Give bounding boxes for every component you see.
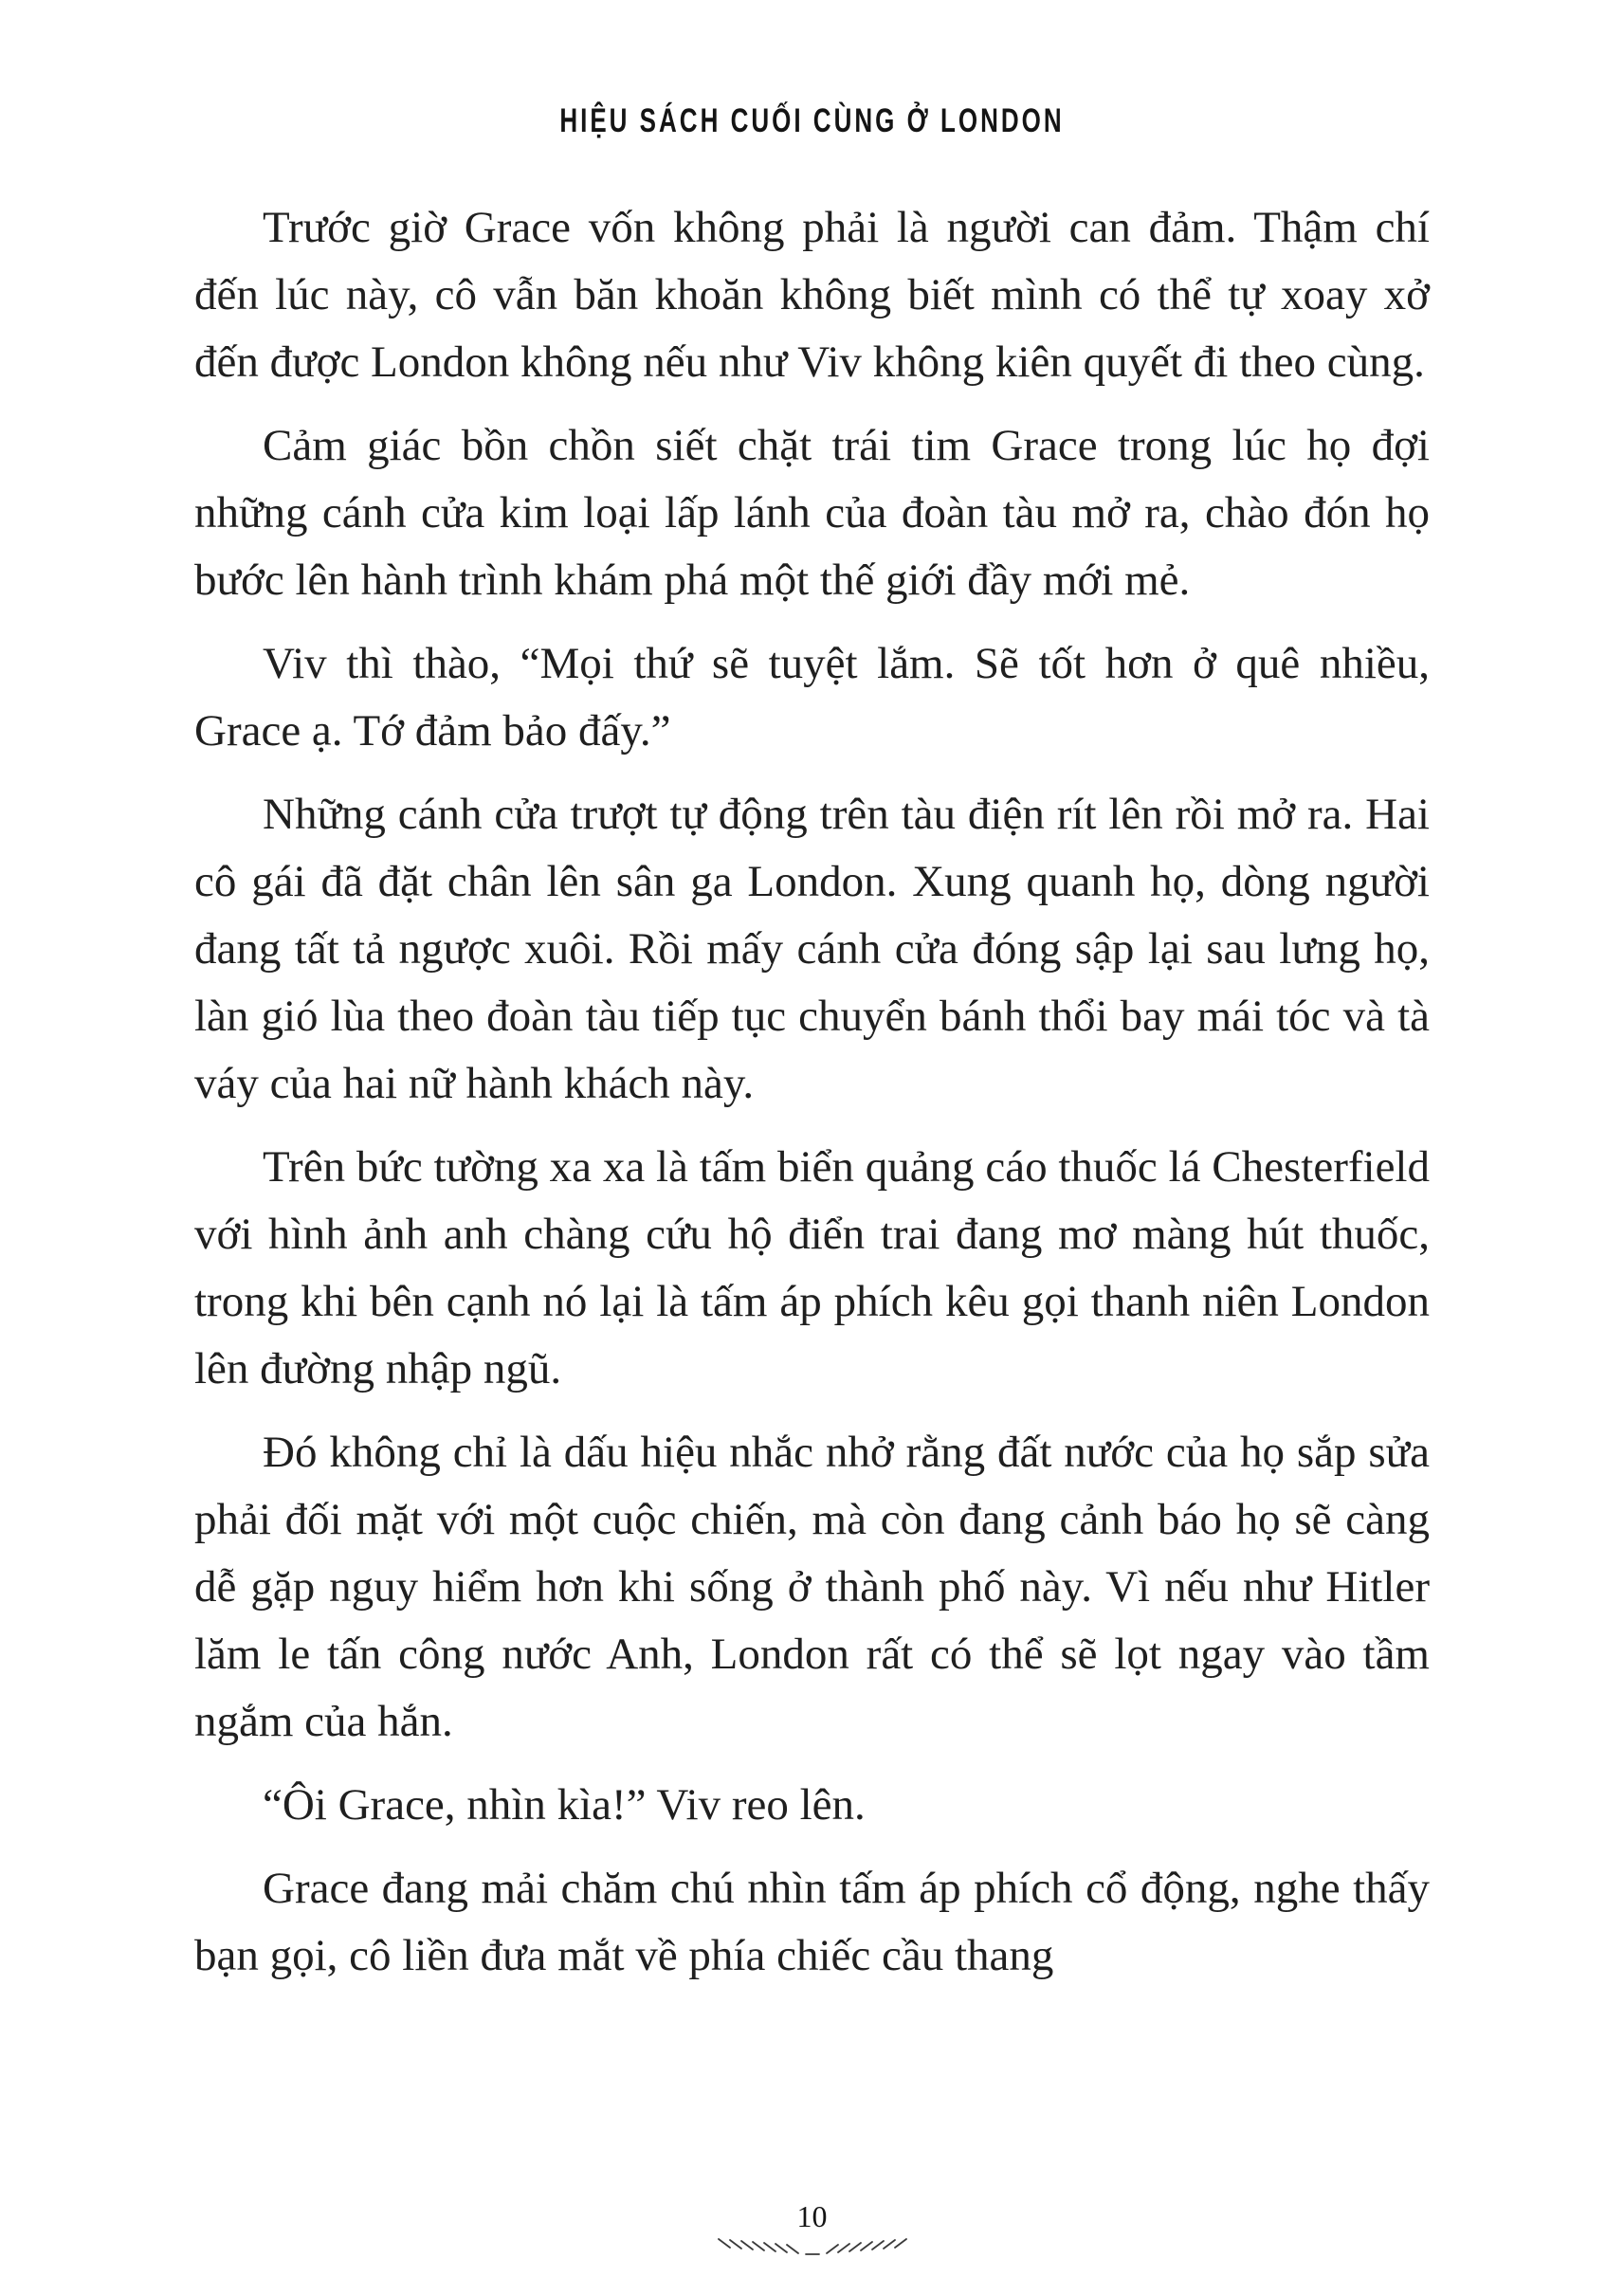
body-paragraph: Viv thì thào, “Mọi thứ sẽ tuyệt lắm. Sẽ tốt hơn ở quê nhiều, Grace ạ. Tớ đảm bảo đấy.” <box>194 639 1430 756</box>
page-body <box>194 194 1430 1990</box>
running-header: HIỆU SÁCH CUỐI CÙNG Ở LONDON <box>559 100 1065 140</box>
body-paragraph: “Ôi Grace, nhìn kìa!” Viv reo lên. <box>263 1780 866 1830</box>
body-paragraph: Những cánh cửa trượt tự động trên tàu điện rít lên rồi mở ra. Hai cô gái đã đặt chân lên sân ga London. Xung quanh họ, dòng người đang tất tả ngược xuôi. Rồi mấy cánh cửa đóng sập lại sau lưng họ, làn gió lùa theo đoàn tàu tiếp tục chuyển bánh thổi bay mái tóc và tà váy của hai nữ hành khách này. <box>194 790 1430 1108</box>
body-paragraph: Trên bức tường xa xa là tấm biển quảng cáo thuốc lá Chesterfield với hình ảnh anh chàng cứu hộ điển trai đang mơ màng hút thuốc, trong khi bên cạnh nó lại là tấm áp phích kêu gọi thanh niên London lên đường nhập ngũ. <box>194 1142 1430 1393</box>
body-paragraph: Cảm giác bồn chồn siết chặt trái tim Grace trong lúc họ đợi những cánh cửa kim loại lấp lánh của đoàn tàu mở ra, chào đón họ bước lên hành trình khám phá một thế giới đầy mới mẻ. <box>194 421 1430 605</box>
page-number: 10 <box>796 2199 828 2233</box>
body-paragraph: Grace đang mải chăm chú nhìn tấm áp phích cổ động, nghe thấy bạn gọi, cô liền đưa mắt về phía chiếc cầu thang <box>194 1864 1430 1980</box>
body-paragraph: Trước giờ Grace vốn không phải là người can đảm. Thậm chí đến lúc này, cô vẫn băn khoăn không biết mình có thể tự xoay xở đến được London không nếu như Viv không kiên quyết đi theo cùng. <box>194 203 1430 387</box>
body-paragraph: Đó không chỉ là dấu hiệu nhắc nhở rằng đất nước của họ sắp sửa phải đối mặt với một cuộc chiến, mà còn đang cảnh báo họ sẽ càng dễ gặp nguy hiểm hơn khi sống ở thành phố này. Vì nếu như Hitler lăm le tấn công nước Anh, London rất có thể sẽ lọt ngay vào tầm ngắm của hắn. <box>194 1428 1430 1746</box>
laurel-flourish-icon <box>0 2234 1624 2263</box>
page-footer <box>0 2200 1624 2263</box>
